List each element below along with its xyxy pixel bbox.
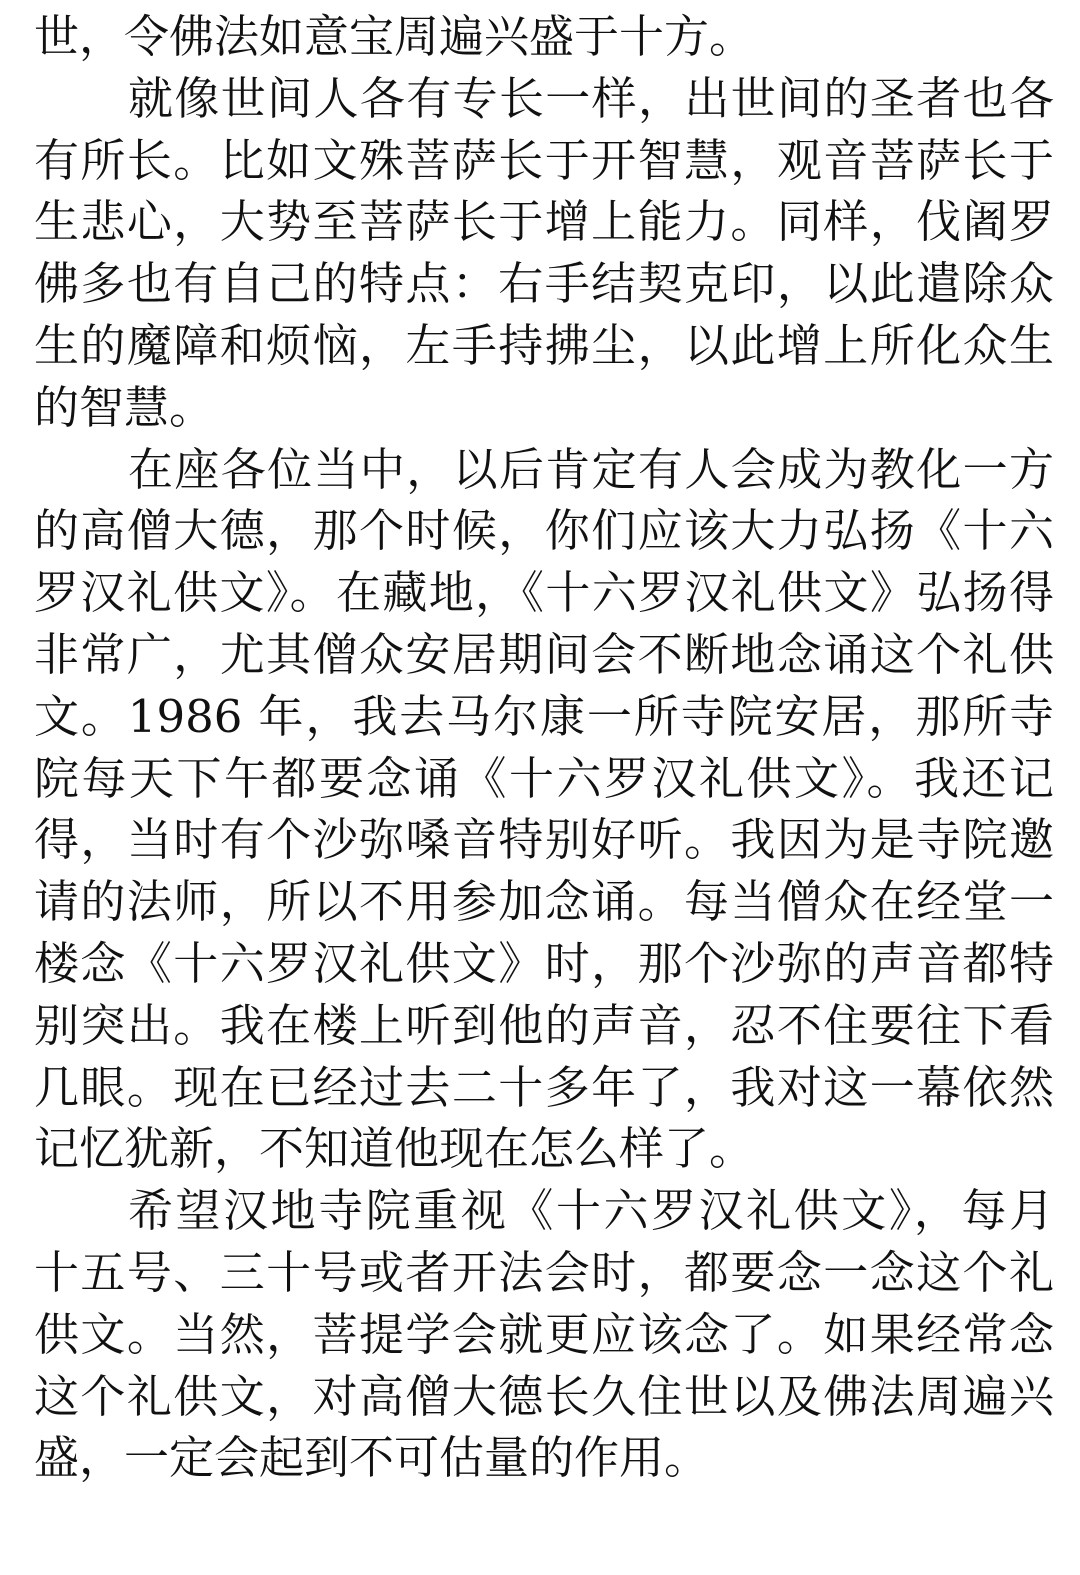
text-line: 的智慧。 bbox=[34, 380, 215, 434]
text-line: 有所长。比如文殊菩萨长于开智慧，观音菩萨长于 bbox=[34, 133, 1054, 187]
text-line: 就像世间人各有专长一样，出世间的圣者也各 bbox=[128, 71, 1054, 125]
text-line: 佛多也有自己的特点：右手结契克印，以此遣除众 bbox=[34, 257, 1054, 311]
text-line: 的高僧大德，那个时候，你们应该大力弘扬《十六 bbox=[34, 504, 1054, 558]
text-line: 请的法师，所以不用参加念诵。每当僧众在经堂一 bbox=[34, 875, 1054, 929]
text-line: 世，令佛法如意宝周遍兴盛于十方。 bbox=[34, 10, 755, 63]
text-line: 生悲心，大势至菩萨长于增上能力。同样，伐阇罗 bbox=[34, 195, 1054, 249]
text-line: 供文。当然，菩提学会就更应该念了。如果经常念 bbox=[34, 1307, 1054, 1361]
text-line: 院每天下午都要念诵《十六罗汉礼供文》。我还记 bbox=[34, 751, 1054, 805]
text-line: 文。1986 年，我去马尔康一所寺院安居，那所寺 bbox=[34, 689, 1054, 743]
text-line: 记忆犹新，不知道他现在怎么样了。 bbox=[34, 1122, 755, 1176]
text-line: 楼念《十六罗汉礼供文》时，那个沙弥的声音都特 bbox=[34, 936, 1054, 990]
paragraph-4 bbox=[34, 1180, 1054, 1489]
paragraph-2 bbox=[34, 68, 1054, 439]
text-line: 罗汉礼供文》。在藏地，《十六罗汉礼供文》弘扬得 bbox=[34, 566, 1054, 620]
text-line: 几眼。现在已经过去二十多年了，我对这一幕依然 bbox=[34, 1060, 1054, 1114]
text-line: 在座各位当中，以后肯定有人会成为教化一方 bbox=[128, 442, 1054, 496]
paragraph-3 bbox=[34, 439, 1054, 1181]
text-line: 盛，一定会起到不可估量的作用。 bbox=[34, 1431, 710, 1485]
text-line: 这个礼供文，对高僧大德长久住世以及佛法周遍兴 bbox=[34, 1369, 1054, 1423]
text-line: 十五号、三十号或者开法会时，都要念一念这个礼 bbox=[34, 1245, 1054, 1299]
paragraph-1 bbox=[34, 6, 1054, 68]
text-line: 希望汉地寺院重视《十六罗汉礼供文》，每月 bbox=[128, 1184, 1054, 1238]
text-line: 得，当时有个沙弥嗓音特别好听。我因为是寺院邀 bbox=[34, 813, 1054, 867]
text-line: 别突出。我在楼上听到他的声音，忍不住要往下看 bbox=[34, 998, 1054, 1052]
text-line: 生的魔障和烦恼，左手持拂尘，以此增上所化众生 bbox=[34, 318, 1054, 372]
text-line: 非常广，尤其僧众安居期间会不断地念诵这个礼供 bbox=[34, 627, 1054, 681]
